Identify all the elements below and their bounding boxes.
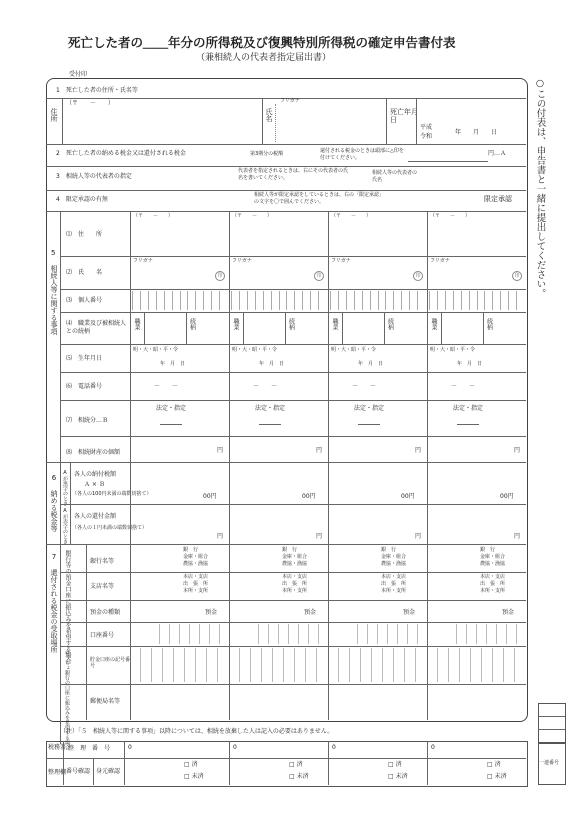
account-cell: [387, 624, 388, 644]
office-col-divider: [229, 741, 230, 785]
payment-unit: 00円: [500, 493, 514, 500]
birth-eras: 明・大・昭・平・令: [430, 347, 476, 353]
bank-type: 農協・漁協: [381, 561, 407, 567]
passbook-cell: [459, 648, 460, 682]
section2-note: 還付される税金のときは頭部に△印を付けてください。: [320, 148, 404, 161]
occupation-divider: [384, 312, 385, 344]
section2-installment: 第3期分の税額: [250, 151, 284, 157]
refund-yen: 円: [514, 533, 521, 540]
office-side1: 税務署: [48, 744, 67, 751]
account-cell: [268, 624, 269, 644]
serial-zero: 0: [233, 744, 237, 751]
account-cell: [258, 624, 259, 644]
passbook-cell: [140, 648, 141, 682]
post-office-label: 郵便局名等: [90, 698, 121, 705]
branch-type: 本店・支店: [381, 574, 407, 580]
digit-cell: [286, 291, 287, 310]
office-done: □ 済: [184, 761, 198, 768]
occupation-job: 職業: [430, 318, 437, 330]
phone-sep: － －: [451, 383, 476, 390]
digit-cell: [437, 291, 438, 310]
branch-type: 本店・支店: [480, 574, 506, 580]
birth-ymd: 年 月 日: [358, 361, 384, 367]
account-cell: [308, 624, 309, 644]
account-cell: [189, 624, 190, 644]
digit-cell: [187, 291, 188, 310]
section1-furigana: フリガナ: [280, 98, 300, 104]
birth-ymd: 年 月 日: [259, 361, 285, 367]
passbook-cell: [470, 648, 471, 682]
death-date-label: 死亡年月日: [390, 108, 418, 125]
branch-type: 出 張 所: [381, 581, 407, 587]
passbook-cell: [349, 648, 350, 682]
row-birth-label: ⑸ 生年月日: [66, 355, 103, 362]
branch-type: 出 張 所: [480, 581, 506, 587]
account-cell: [357, 624, 358, 644]
share-blank: [160, 424, 182, 425]
branch-type: 本所・支所: [183, 588, 209, 594]
passbook-cell: [492, 648, 493, 682]
section2-unit: 円…Ａ: [488, 150, 507, 157]
heir-furigana: フリガナ: [133, 258, 153, 264]
branch-type: 本店・支店: [183, 574, 209, 580]
seal-mark: 印: [413, 271, 423, 281]
passbook-cell: [162, 648, 163, 682]
digit-cell: [239, 291, 240, 310]
digit-cell: [132, 291, 133, 310]
passbook-label: 貯金口座の記号番号: [90, 657, 131, 669]
passbook-cell: [448, 648, 449, 682]
bank-name-label: 銀行名等: [90, 558, 115, 565]
birth-ymd: 年 月 日: [160, 361, 186, 367]
digit-cell: [211, 291, 212, 310]
heir-furigana: フリガナ: [331, 258, 351, 264]
account-cell: [179, 624, 180, 644]
serial-zero: 0: [431, 744, 435, 751]
account-no-label: 口座番号: [90, 632, 115, 639]
heir-postal: （〒 － ）: [430, 213, 471, 219]
account-cell: [466, 624, 467, 644]
digit-cell: [484, 291, 485, 310]
account-cell: [219, 624, 220, 644]
bank-type: 金庫・組合: [183, 554, 209, 560]
passbook-cell: [206, 648, 207, 682]
digit-cell: [362, 291, 363, 310]
digit-cell: [378, 291, 379, 310]
digit-cell: [310, 291, 311, 310]
heir-furigana: フリガナ: [430, 258, 450, 264]
share-value: 法定・指定: [453, 405, 484, 412]
passbook-cell: [316, 648, 317, 682]
passbook-cell: [393, 648, 394, 682]
branch-type: 本店・支店: [282, 574, 308, 580]
form-title: 死亡した者の＿＿年分の所得税及び復興特別所得税の確定申告書付表: [68, 35, 456, 50]
account-cell: [298, 624, 299, 644]
payment-unit: 00円: [401, 493, 415, 500]
column-divider: [130, 211, 131, 720]
payment-label: 各人の納付税額: [74, 471, 117, 478]
passbook-cell: [514, 648, 515, 682]
digit-cell: [461, 291, 462, 310]
office-col-divider: [427, 741, 428, 785]
id-check-label: 身元確認: [96, 768, 121, 775]
digit-cell: [370, 291, 371, 310]
property-yen: 円: [316, 447, 323, 454]
occupation-divider: [243, 312, 244, 344]
section4-label: 4 限定承認の有無: [56, 196, 108, 203]
occupation-relation: 続柄: [188, 318, 196, 330]
passbook-cell: [261, 648, 262, 682]
section2-label: 2 死亡した者の納める税金又は還付される税金: [56, 150, 186, 157]
account-cell: [456, 624, 457, 644]
bank-type: 金庫・組合: [480, 554, 506, 560]
heir-postal: （〒 － ）: [331, 213, 372, 219]
account-cell: [367, 624, 368, 644]
passbook-cell: [371, 648, 372, 682]
office-notyet: □ 未済: [388, 773, 408, 780]
address-label: 住所: [50, 108, 58, 122]
column-divider: [229, 211, 230, 720]
row-address-label: ⑴ 住 所: [66, 231, 103, 238]
digit-cell: [140, 291, 141, 310]
occupation-relation: 続柄: [287, 318, 295, 330]
section7-post-side: ゆうちょ銀行の口座に振込みを希望する場合: [64, 650, 70, 750]
row-phone-label: ⑹ 電話番号: [66, 383, 103, 390]
occupation-job: 職業: [232, 318, 239, 330]
branch-type: 出 張 所: [183, 581, 209, 587]
branch-type: 本所・支所: [282, 588, 308, 594]
serial-zero: 0: [128, 744, 132, 751]
heir-postal: （〒 － ）: [232, 213, 273, 219]
bank-type: 銀 行: [183, 547, 199, 553]
digit-cell: [385, 291, 386, 310]
digit-cell: [393, 291, 394, 310]
account-cell: [288, 624, 289, 644]
section3-label: 3 相続人等の代表者の指定: [56, 173, 132, 180]
digit-cell: [279, 291, 280, 310]
section-divider: [46, 462, 526, 463]
office-notyet: □ 未済: [184, 773, 204, 780]
office-col-divider: [328, 741, 329, 785]
birth-eras: 明・大・昭・平・令: [232, 347, 278, 353]
passbook-cell: [294, 648, 295, 682]
account-cell: [486, 624, 487, 644]
bank-type: 金庫・組合: [381, 554, 407, 560]
office-side2: 整理欄: [48, 769, 67, 776]
heir-postal: （〒 － ）: [133, 213, 174, 219]
passbook-cell: [272, 648, 273, 682]
digit-cell: [294, 291, 295, 310]
share-blank: [358, 424, 380, 425]
occupation-divider: [441, 312, 442, 344]
row-property-label: ⑻ 相続財産の価額: [66, 449, 121, 456]
refund-note: （各人の１円未満の端数切捨て）: [72, 525, 148, 531]
account-cell: [209, 624, 210, 644]
passbook-cell: [283, 648, 284, 682]
digit-cell: [195, 291, 196, 310]
passbook-cell: [338, 648, 339, 682]
digit-cell: [330, 291, 331, 310]
serial-label: 整 理 番 号: [68, 745, 111, 752]
passbook-cell: [173, 648, 174, 682]
digit-cell: [492, 291, 493, 310]
account-cell: [397, 624, 398, 644]
section1-label: 1 死亡した者の住所・氏名等: [56, 87, 138, 94]
phone-sep: － －: [154, 383, 179, 390]
digit-cell: [302, 291, 303, 310]
digit-cell: [508, 291, 509, 310]
bank-type: 銀 行: [282, 547, 298, 553]
section6-title: 6 納める税金等: [50, 474, 58, 532]
digit-cell: [247, 291, 248, 310]
row-occupation-label: ⑷ 職業及び被相続人との続柄: [66, 320, 127, 335]
deposit-word: 預金: [304, 609, 317, 616]
section6-refund-sub: Aが赤字のとき: [62, 508, 68, 544]
phone-sep: － －: [352, 383, 377, 390]
limited-approval[interactable]: 限定承認: [484, 195, 512, 203]
digit-cell: [219, 291, 220, 310]
bank-type: 銀 行: [381, 547, 397, 553]
seal-mark: 印: [512, 271, 522, 281]
bank-type: 銀 行: [480, 547, 496, 553]
column-divider: [328, 211, 329, 720]
refund-label: 各人の還付金額: [74, 513, 117, 520]
branch-type: 出 張 所: [282, 581, 308, 587]
section6-sub-divider: [70, 462, 71, 544]
account-cell: [318, 624, 319, 644]
payment-unit: 00円: [203, 493, 217, 500]
bank-type: 金庫・組合: [282, 554, 308, 560]
passbook-cell: [239, 648, 240, 682]
account-cell: [516, 624, 517, 644]
office-notyet: □ 未済: [289, 773, 309, 780]
digit-cell: [401, 291, 402, 310]
form-subtitle: （兼相続人の代表者指定届出書）: [196, 53, 332, 63]
column-divider: [427, 211, 428, 720]
payment-unit: 00円: [302, 493, 316, 500]
passbook-cell: [415, 648, 416, 682]
property-yen: 円: [415, 447, 422, 454]
occupation-job: 職業: [331, 318, 338, 330]
receipt-stamp-label: 受付印: [66, 72, 90, 78]
deposit-word: 預金: [502, 609, 515, 616]
passbook-cell: [360, 648, 361, 682]
digit-cell: [516, 291, 517, 310]
row-personal-number-label: ⑶ 個人番号: [66, 297, 103, 304]
footnote: （注）「５ 相続人等に関する事項」以降については、相続を放棄した人は記入の必要はありません。: [60, 728, 334, 735]
share-value: 法定・指定: [156, 405, 187, 412]
digit-cell: [271, 291, 272, 310]
digit-cell: [500, 291, 501, 310]
digit-cell: [231, 291, 232, 310]
office-done: □ 済: [289, 761, 303, 768]
num-check-label: 番号確認: [66, 768, 91, 775]
occupation-relation: 続柄: [485, 318, 493, 330]
digit-cell: [417, 291, 418, 310]
office-notyet: □ 未済: [487, 773, 507, 780]
payment-note: （各人の100円未満の端数切捨て）: [72, 491, 152, 497]
death-date-units: 年 月 日: [455, 129, 498, 136]
occupation-job: 職業: [133, 318, 140, 330]
account-cell: [199, 624, 200, 644]
digit-cell: [429, 291, 430, 310]
passbook-cell: [184, 648, 185, 682]
passbook-cell: [195, 648, 196, 682]
share-blank: [259, 424, 281, 425]
birth-ymd: 年 月 日: [457, 361, 483, 367]
passbook-cell: [481, 648, 482, 682]
section1-name-label: 氏名: [265, 108, 273, 122]
phone-sep: － －: [253, 383, 278, 390]
passbook-cell: [305, 648, 306, 682]
occupation-divider: [483, 312, 484, 344]
seal-mark: 印: [215, 271, 225, 281]
account-cell: [169, 624, 170, 644]
digit-cell: [338, 291, 339, 310]
refund-yen: 円: [316, 533, 323, 540]
digit-cell: [156, 291, 157, 310]
share-value: 法定・指定: [255, 405, 286, 412]
property-yen: 円: [217, 447, 224, 454]
passbook-cell: [503, 648, 504, 682]
account-cell: [496, 624, 497, 644]
deposit-word: 預金: [205, 609, 218, 616]
digit-cell: [477, 291, 478, 310]
heir-furigana: フリガナ: [232, 258, 252, 264]
occupation-divider: [285, 312, 286, 344]
row-share-label: ⑺ 相続分…Ｂ: [66, 417, 109, 424]
office-done: □ 済: [388, 761, 402, 768]
account-cell: [159, 624, 160, 644]
office-use-box: [46, 741, 528, 787]
occupation-relation: 続柄: [386, 318, 394, 330]
digit-cell: [148, 291, 149, 310]
id-no-label: 一連番号: [539, 760, 560, 766]
section7-bank-side: 銀行等の預金口座に振込みを希望する場合: [64, 550, 71, 664]
section4-note: 相続人等が限定承認をしているときは、右の「限定承認」の文字を〇で囲んでください。: [254, 192, 385, 205]
section-divider: [46, 544, 526, 545]
payment-formula: Ａ × Ｂ: [84, 481, 105, 488]
digit-cell: [164, 291, 165, 310]
digit-cell: [172, 291, 173, 310]
birth-eras: 明・大・昭・平・令: [331, 347, 377, 353]
passbook-cell: [151, 648, 152, 682]
account-cell: [278, 624, 279, 644]
property-yen: 円: [514, 447, 521, 454]
bank-type: 農協・漁協: [282, 561, 308, 567]
passbook-cell: [382, 648, 383, 682]
digit-cell: [453, 291, 454, 310]
deposit-type-label: 預金の種類: [90, 609, 121, 616]
section6-tax-sub: Aが黒字のとき: [62, 470, 68, 506]
row-name-label: ⑵ 氏 名: [66, 269, 103, 276]
digit-cell: [255, 291, 256, 310]
seal-mark: 印: [314, 271, 324, 281]
account-cell: [377, 624, 378, 644]
digit-cell: [346, 291, 347, 310]
section3-note: 代表者を指定されるときは、右にその代表者の氏名を書いてください。: [238, 168, 349, 181]
refund-yen: 円: [217, 533, 224, 540]
birth-eras: 明・大・昭・平・令: [133, 347, 179, 353]
account-cell: [506, 624, 507, 644]
section5-number: 5: [51, 249, 56, 257]
side-box-1: [538, 703, 566, 743]
serial-zero: 0: [332, 744, 336, 751]
passbook-cell: [437, 648, 438, 682]
digit-cell: [445, 291, 446, 310]
occupation-divider: [144, 312, 145, 344]
section7-sub-divider: [86, 544, 87, 720]
section1-postal: （〒 － ）: [66, 100, 115, 107]
era-heisei: 平成: [420, 124, 433, 131]
digit-cell: [203, 291, 204, 310]
digit-cell: [180, 291, 181, 310]
branch-type: 本所・支所: [480, 588, 506, 594]
digit-cell: [409, 291, 410, 310]
branch-type: 本所・支所: [381, 588, 407, 594]
share-blank: [457, 424, 479, 425]
digit-cell: [469, 291, 470, 310]
share-value: 法定・指定: [354, 405, 385, 412]
side-note: ○この付表は、申告書と一緒に提出してください。: [534, 78, 546, 298]
section7-title: 7 還付される税金の受取場所: [50, 553, 58, 653]
occupation-divider: [186, 312, 187, 344]
passbook-cell: [250, 648, 251, 682]
digit-cell: [354, 291, 355, 310]
account-cell: [417, 624, 418, 644]
account-cell: [476, 624, 477, 644]
digit-cell: [263, 291, 264, 310]
digit-cell: [318, 291, 319, 310]
passbook-cell: [404, 648, 405, 682]
section5-title: 相続人等に関する事項: [50, 265, 58, 335]
office-done: □ 済: [487, 761, 501, 768]
bank-type: 農協・漁協: [480, 561, 506, 567]
occupation-divider: [342, 312, 343, 344]
deposit-word: 預金: [403, 609, 416, 616]
account-cell: [407, 624, 408, 644]
era-reiwa: 令和: [420, 133, 433, 140]
branch-name-label: 支店名等: [90, 583, 115, 590]
rep-name-label: 相続人等の代表者の氏名: [372, 170, 418, 183]
passbook-cell: [217, 648, 218, 682]
refund-yen: 円: [415, 533, 422, 540]
bank-type: 農協・漁協: [183, 561, 209, 567]
